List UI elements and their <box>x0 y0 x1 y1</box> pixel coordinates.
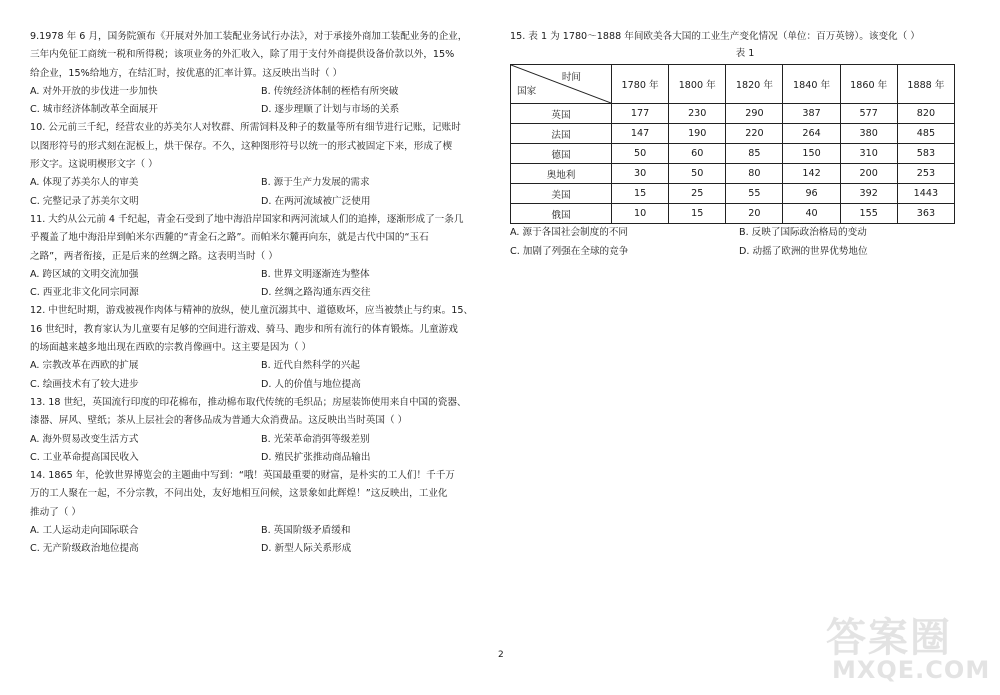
value-cell: 50 <box>669 164 726 184</box>
value-cell: 380 <box>840 124 897 144</box>
year-header: 1860 年 <box>840 65 897 104</box>
option-a[interactable]: A. 体现了苏美尔人的审美 <box>30 177 139 189</box>
question-text-line: 13. 18 世纪，英国流行印度的印花棉布，推动棉布取代传统的毛织品；房屋装饰使用来自中国的瓷器、 <box>30 396 467 408</box>
value-cell: 85 <box>726 144 783 164</box>
question-text-line: 乎覆盖了地中海沿岸到帕米尔西麓的“青金石之路”。而帕米尔麓再向东，就是古代中国的“玉石 <box>30 232 429 244</box>
question-11 <box>30 211 492 302</box>
value-cell: 147 <box>612 124 669 144</box>
question-text-line: 形文字。这说明楔形文字（ ） <box>30 159 158 171</box>
left-column <box>30 28 492 559</box>
table-row <box>511 144 955 164</box>
corner-label-country: 国家 <box>517 86 537 98</box>
question-15-stem: 15. 表 1 为 1780～1888 年间欧美各大国的工业生产变化情况（单位：百万英镑）。该变化（ ） <box>510 31 920 42</box>
question-text-line: 给企业，15%给地方，在结汇时，按优惠的汇率计算。这反映出当时（ ） <box>30 67 343 79</box>
country-cell: 法国 <box>511 124 612 144</box>
question-text-line: 三年内免征工商统一税和所得税；该项业务的外汇收入，除了用于支付外商提供设备价款以外，15% <box>30 49 455 61</box>
option-a[interactable]: A. 宗教改革在西欧的扩展 <box>30 360 139 372</box>
table-row <box>511 104 955 124</box>
option-c[interactable]: C. 西亚北非文化同宗同源 <box>30 287 139 299</box>
option-d[interactable]: D. 在两河流域被广泛使用 <box>261 195 371 207</box>
question-text-line: 12. 中世纪时期，游戏被视作肉体与精神的放纵，使儿童沉溺其中、道德败坏，应当被禁止与约束。15、 <box>30 305 474 317</box>
question-12 <box>30 302 492 393</box>
right-column <box>510 28 968 261</box>
option-row <box>30 357 492 375</box>
value-cell: 230 <box>669 104 726 124</box>
value-cell: 150 <box>783 144 840 164</box>
table-header-row <box>511 65 955 104</box>
value-cell: 177 <box>612 104 669 124</box>
question-10 <box>30 119 492 210</box>
option-a[interactable]: A. 跨区域的文明交流加强 <box>30 268 139 280</box>
value-cell: 25 <box>669 184 726 204</box>
option-d[interactable]: D. 殖民扩张推动商品输出 <box>261 451 371 463</box>
option-row <box>510 243 968 261</box>
question-text-line: 漆器、屏风、壁纸；茶从上层社会的奢侈品成为普通大众消费品。这反映出当时英国（ ） <box>30 415 408 427</box>
value-cell: 363 <box>897 204 954 224</box>
value-cell: 142 <box>783 164 840 184</box>
option-a[interactable]: A. 工人运动走向国际联合 <box>30 525 139 537</box>
option-b[interactable]: B. 世界文明逐渐连为整体 <box>261 268 370 280</box>
country-cell: 英国 <box>511 104 612 124</box>
option-d[interactable]: D. 动摇了欧洲的世界优势地位 <box>739 245 868 257</box>
question-text-line: 的场面越来越多地出现在西欧的宗教肖像画中。这主要是因为（ ） <box>30 342 312 354</box>
question-text-line: 14. 1865 年，伦敦世界博览会的主题曲中写到：“哦！英国最重要的财富，是朴实的工人们！千千万 <box>30 470 455 482</box>
value-cell: 392 <box>840 184 897 204</box>
question-text-line: 11. 大约从公元前 4 千纪起，青金石受到了地中海沿岸国家和两河流域人们的追捧，逐渐形成了一条几 <box>30 213 464 225</box>
value-cell: 60 <box>669 144 726 164</box>
option-c[interactable]: C. 无产阶级政治地位提高 <box>30 543 139 555</box>
country-cell: 奥地利 <box>511 164 612 184</box>
watermark-text: 答案圈 <box>826 615 952 661</box>
value-cell: 40 <box>783 204 840 224</box>
value-cell: 310 <box>840 144 897 164</box>
table-row <box>511 164 955 184</box>
value-cell: 200 <box>840 164 897 184</box>
question-text-line: 推动了（ ） <box>30 506 82 518</box>
country-cell: 德国 <box>511 144 612 164</box>
option-row <box>30 174 492 192</box>
option-d[interactable]: D. 人的价值与地位提高 <box>261 378 361 390</box>
value-cell: 583 <box>897 144 954 164</box>
option-row <box>30 193 492 211</box>
watermark-url: MXQE.COM <box>832 656 991 684</box>
value-cell: 20 <box>726 204 783 224</box>
value-cell: 15 <box>612 184 669 204</box>
value-cell: 264 <box>783 124 840 144</box>
year-header: 1840 年 <box>783 65 840 104</box>
question-14 <box>30 467 492 558</box>
option-b[interactable]: B. 英国阶级矛盾缓和 <box>261 525 351 537</box>
year-header: 1820 年 <box>726 65 783 104</box>
country-cell: 俄国 <box>511 204 612 224</box>
option-b[interactable]: B. 传统经济体制的桎梏有所突破 <box>261 85 399 97</box>
value-cell: 253 <box>897 164 954 184</box>
option-row <box>510 224 968 242</box>
option-a[interactable]: A. 海外贸易改变生活方式 <box>30 433 139 445</box>
option-b[interactable]: B. 光荣革命消弭等级差别 <box>261 433 370 445</box>
country-cell: 美国 <box>511 184 612 204</box>
question-9 <box>30 28 492 119</box>
option-a[interactable]: A. 源于各国社会制度的不同 <box>510 227 629 239</box>
corner-label-time: 时间 <box>561 72 581 84</box>
question-text-line: 16 世纪时，教育家认为儿童要有足够的空间进行游戏、骑马、跑步和所有流行的体育锻炼。儿童游戏 <box>30 323 458 335</box>
option-row <box>30 431 492 449</box>
option-c[interactable]: C. 工业革命提高国民收入 <box>30 451 139 463</box>
option-c[interactable]: C. 完整记录了苏美尔文明 <box>30 195 139 207</box>
year-header: 1800 年 <box>669 65 726 104</box>
year-header: 1780 年 <box>612 65 669 104</box>
value-cell: 820 <box>897 104 954 124</box>
option-d[interactable]: D. 逐步理顺了计划与市场的关系 <box>261 104 400 116</box>
page-number: 2 <box>498 650 504 660</box>
table-row <box>511 124 955 144</box>
value-cell: 96 <box>783 184 840 204</box>
value-cell: 155 <box>840 204 897 224</box>
value-cell: 10 <box>612 204 669 224</box>
question-text-line: 10. 公元前三千纪，经营农业的苏美尔人对牧群、所需饲料及种子的数量等所有细节进行记账，记账时 <box>30 122 461 134</box>
option-a[interactable]: A. 对外开放的步伐进一步加快 <box>30 85 158 97</box>
question-text-line: 以图形符号的形式刻在泥板上，烘干保存。不久，这种图形符号以统一的形式被固定下来，形成了楔 <box>30 140 453 152</box>
question-text-line: 万的工人聚在一起，不分宗教，不问出处，友好地相互问候，这景象如此辉煌！”这反映出，工业化 <box>30 488 448 500</box>
value-cell: 190 <box>669 124 726 144</box>
value-cell: 50 <box>612 144 669 164</box>
question-text-line: 之路”，两者衔接，正是后来的丝绸之路。这表明当时（ ） <box>30 250 278 262</box>
option-row <box>30 449 492 467</box>
option-c[interactable]: C. 绘画技术有了较大进步 <box>30 378 139 390</box>
option-row <box>30 540 492 558</box>
option-c[interactable]: C. 加剧了列强在全球的竞争 <box>510 245 629 257</box>
value-cell: 290 <box>726 104 783 124</box>
industrial-output-table <box>510 64 955 224</box>
option-row <box>30 522 492 540</box>
question-13 <box>30 394 492 467</box>
table-title: 表 1 <box>735 48 755 60</box>
question-text-line: 9.1978 年 6 月，国务院颁布《开展对外加工装配业务试行办法》，对于承接外商加工装配业务的企业， <box>30 31 468 42</box>
value-cell: 80 <box>726 164 783 184</box>
value-cell: 485 <box>897 124 954 144</box>
value-cell: 577 <box>840 104 897 124</box>
option-row <box>30 376 492 394</box>
option-b[interactable]: B. 近代自然科学的兴起 <box>261 360 361 372</box>
value-cell: 1443 <box>897 184 954 204</box>
option-d[interactable]: D. 丝绸之路沟通东西交往 <box>261 287 371 299</box>
value-cell: 55 <box>726 184 783 204</box>
option-b[interactable]: B. 源于生产力发展的需求 <box>261 177 370 189</box>
table-row <box>511 184 955 204</box>
value-cell: 220 <box>726 124 783 144</box>
year-header: 1888 年 <box>897 65 954 104</box>
table-corner-cell <box>511 65 612 104</box>
option-d[interactable]: D. 新型人际关系形成 <box>261 543 352 555</box>
option-row <box>30 83 492 101</box>
value-cell: 15 <box>669 204 726 224</box>
option-c[interactable]: C. 城市经济体制改革全面展开 <box>30 104 158 116</box>
option-row <box>30 266 492 284</box>
table-row <box>511 204 955 224</box>
value-cell: 30 <box>612 164 669 184</box>
option-b[interactable]: B. 反映了国际政治格局的变动 <box>739 227 867 239</box>
option-row <box>30 101 492 119</box>
option-row <box>30 284 492 302</box>
watermark-logo <box>818 606 991 690</box>
value-cell: 387 <box>783 104 840 124</box>
